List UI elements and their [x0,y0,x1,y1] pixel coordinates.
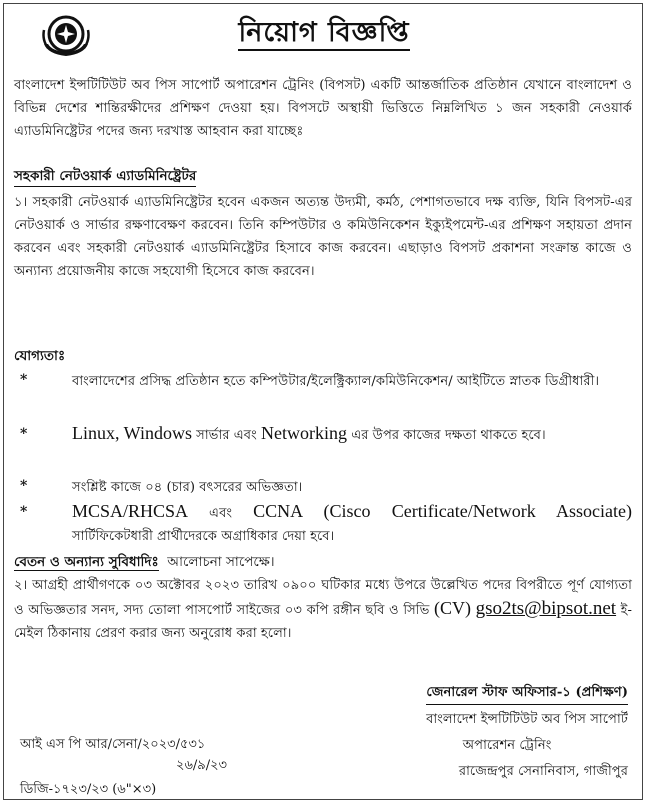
bullet-icon: * [20,426,28,442]
bullet-icon: * [20,504,28,520]
application-instructions: ২। আগ্রহী প্রার্থীগণকে ০৩ অক্টোবর ২০২৩ তারিখ ০৯০০ ঘটিকার মধ্যে উপরে উল্লেখিত পদের বিপরীতে পূর্ণ যোগ্যতা ও অভিজ্ঞতার সনদ, সদ্য তোলা পাসপোর্ট সাইজের ০৩ কপি রঙ্গীন ছবি ও সিভি (CV) gso2ts@bipsot.net ই-মেইল ঠিকানায় প্রেরণ করার জন্য অনুরোধ করা হলো। [14,578,632,641]
reference-date: ২৬/৯/২৩ [176,758,228,773]
qualification-heading: যোগ্যতাঃ [14,348,66,364]
salary-line: বেতন ও অন্যান্য সুবিধাদিঃ আলোচনা সাপেক্ষে। [14,554,275,570]
dg-number: ডিজি-১৭২৩/২৩ (৬"×৩) [20,782,157,797]
email-link[interactable]: gso2ts@bipsot.net [475,598,617,619]
qualification-4: MCSA/RHCSA এবং CCNA (Cisco Certificate/Network Associate) সার্টিফিকেটধারী প্রার্থীদেরকে অগ্রাধিকার দেয়া হবে। [72,501,633,544]
signature-title: জেনারেল স্টাফ অফিসার-১ (প্রশিক্ষণ) [426,682,628,705]
bullet-icon: * [20,478,28,494]
reference-number: আই এস পি আর/সেনা/২০২৩/৫৩১ [20,737,206,752]
intro-paragraph: বাংলাদেশ ইন্সটিটিউট অব পিস সাপোর্ট অপারেশন ট্রেনিং (বিপসট) একটি আন্তর্জাতিক প্রতিষ্ঠান যেখানে বাংলাদেশ ও বিভিন্ন দেশের শান্তিরক্ষীদের প্রশিক্ষণ দেওয়া হয়। বিপসটে অস্থায়ী ভিত্তিতে নিম্নলিখিত ১ জন সহকারী নেওয়ার্ক এ্যাডমিনিষ্ট্রেটর পদের জন্য দরখাস্ত আহবান করা যাচ্ছেঃ [14,78,632,139]
qualification-3: সংশ্লিষ্ট কাজে ০৪ (চার) বৎসরের অভিজ্ঞতা। [72,480,303,495]
bullet-icon: * [20,372,28,388]
signature-block [426,682,628,783]
signature-line-2: অপারেশন ট্রেনিং [462,738,552,753]
job-description: ১। সহকারী নেটওয়ার্ক এ্যাডমিনিষ্ট্রেটর হবেন একজন অত্যন্ত উদ্যমী, কর্মঠ, পেশাগতভাবে দক্ষ ব্যক্তি, যিনি বিপসট-এর নেটওয়ার্ক ও সার্ভার রক্ষণাবেক্ষণ করবেন। তিনি কম্পিউটার ও কমিউনিকেশন ইক্যুইপমেন্ট-এর প্রশিক্ষণ সহায়তা প্রদান করবেন এবং সহকারী নেটওয়ার্ক এ্যাডমিনিষ্ট্রেটর হিসাবে কাজ করবেন। এছাড়াও বিপসট প্রকাশনা সংক্রান্ত কাজে ও অন্যান্য প্রয়োজনীয় কাজে সহযোগী হিসেবে কাজ করবেন। [14,195,632,279]
signature-line-3: রাজেন্দ্রপুর সেনানিবাস, গাজীপুর [458,764,628,779]
notice-title: নিয়োগ বিজ্ঞপ্তি [0,12,648,57]
qualification-1: বাংলাদেশের প্রসিদ্ধ প্রতিষ্ঠান হতে কম্পিউটার/ইলেক্ট্রিক্যাল/কমিউনিকেশন/ আইটিতে স্নাতক ডিগ্রীধারী। [72,374,600,389]
position-heading: সহকারী নেটওয়ার্ক এ্যাডমিনিষ্ট্রেটর [14,166,196,187]
qualification-2: Linux, Windows সার্ভার এবং Networking এর উপর কাজের দক্ষতা থাকতে হবে। [72,423,546,443]
signature-line-1: বাংলাদেশ ইন্সটিটিউট অব পিস সাপোর্ট [426,712,628,727]
